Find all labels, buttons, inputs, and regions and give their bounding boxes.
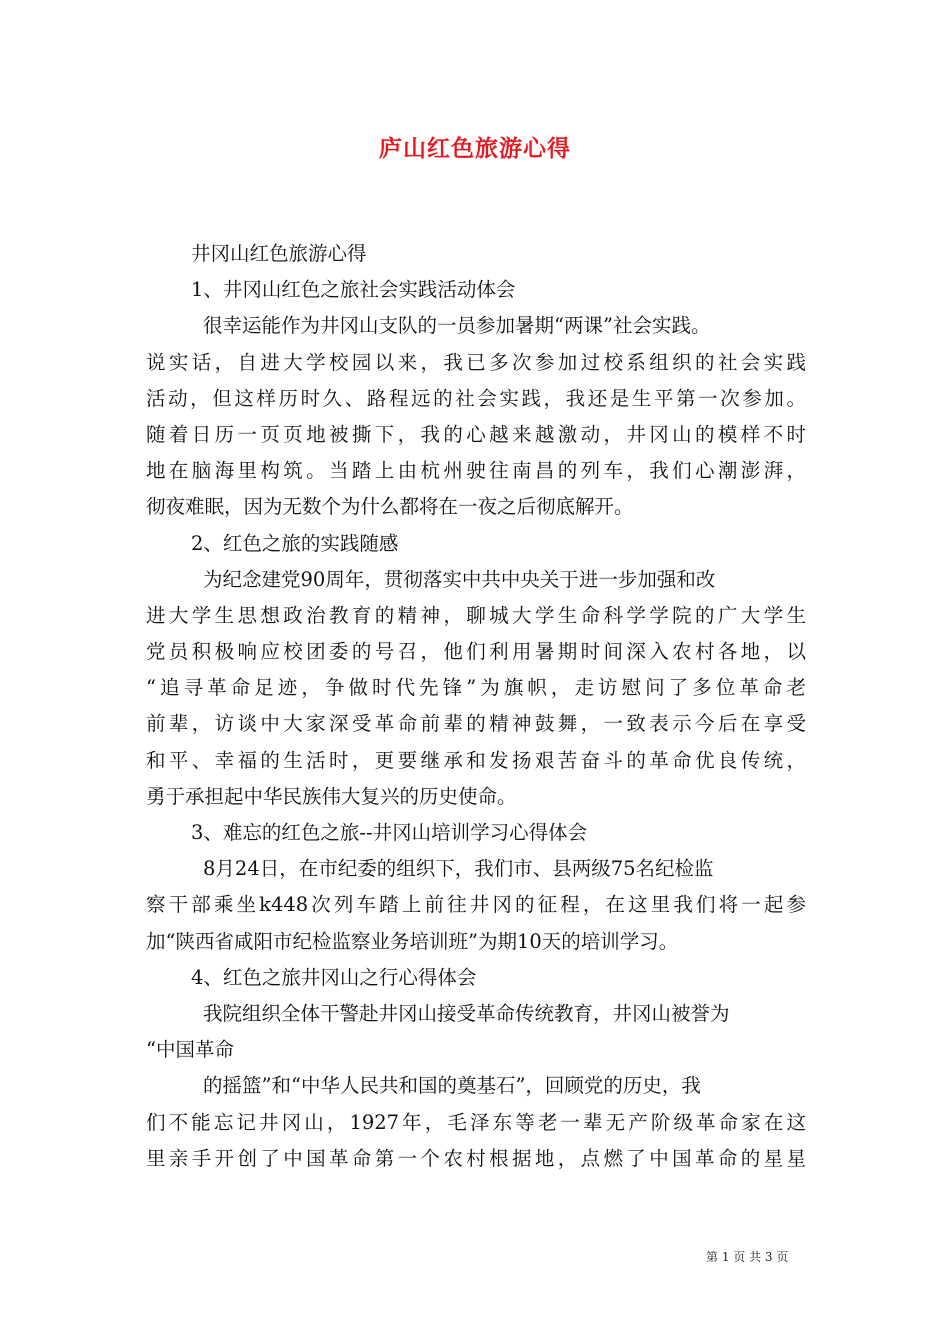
text-line: “中国革命 <box>146 1038 234 1062</box>
text-line: 2、红色之旅的实践随感 <box>191 531 399 555</box>
text-line: 加“陕西省咸阳市纪检监察业务培训班”为期10天的培训学习。 <box>146 929 679 953</box>
text-line: 勇于承担起中华民族伟大复兴的历史使命。 <box>146 784 517 808</box>
text-line: 井冈山红色旅游心得 <box>191 242 367 265</box>
text-line: “追寻革命足迹，争做时代先锋”为旗帜，走访慰问了多位革命老 <box>146 676 806 700</box>
text-line: 3、难忘的红色之旅--井冈山培训学习心得体会 <box>191 821 588 844</box>
text-line: 前辈，访谈中大家深受革命前辈的精神鼓舞，一致表示今后在享受 <box>146 712 806 736</box>
text-line: 我院组织全体干警赴井冈山接受革命传统教育，井冈山被誉为 <box>203 1001 730 1025</box>
document-body <box>146 236 806 1177</box>
text-line: 进大学生思想政治教育的精神，聊城大学生命科学学院的广大学生 <box>146 603 806 627</box>
text-line: 彻夜难眠，因为无数个为什么都将在一夜之后彻底解开。 <box>146 495 634 519</box>
text-line: 地在脑海里构筑。当踏上由杭州驶往南昌的列车，我们心潮澎湃， <box>146 459 806 483</box>
text-line: 活动，但这样历时久、路程远的社会实践，我还是生平第一次参加。 <box>146 386 806 410</box>
text-line: 1、井冈山红色之旅社会实践活动体会 <box>191 278 516 302</box>
text-line: 察干部乘坐k448次列车踏上前往井冈的征程，在这里我们将一起参 <box>146 893 806 917</box>
text-line: 和平、幸福的生活时，更要继承和发扬艰苦奋斗的革命优良传统， <box>146 748 806 772</box>
page-number: 第 1 页 共 3 页 <box>706 1250 789 1264</box>
text-line: 随着日历一页页地被撕下，我的心越来越激动，井冈山的模样不时 <box>146 422 806 446</box>
text-line: 说实话，自进大学校园以来，我已多次参加过校系组织的社会实践 <box>146 350 806 374</box>
text-line: 党员积极响应校团委的号召，他们利用暑期时间深入农村各地，以 <box>146 640 806 664</box>
text-line: 为纪念建党90周年，贯彻落实中共中央关于进一步加强和改 <box>203 567 716 591</box>
text-line: 的摇篮”和“中华人民共和国的奠基石”，回顾党的历史，我 <box>203 1074 701 1098</box>
text-line: 里亲手开创了中国革命第一个农村根据地，点燃了中国革命的星星 <box>146 1146 806 1170</box>
page-title: 庐山红色旅游心得 <box>379 135 571 162</box>
text-line: 很幸运能作为井冈山支队的一员参加暑期“两课”社会实践。 <box>203 314 711 338</box>
text-line: 8月24日，在市纪委的组织下，我们市、县两级75名纪检监 <box>203 857 714 881</box>
text-line: 4、红色之旅井冈山之行心得体会 <box>191 965 477 989</box>
text-line: 们不能忘记井冈山，1927年，毛泽东等老一辈无产阶级革命家在这 <box>146 1110 806 1134</box>
